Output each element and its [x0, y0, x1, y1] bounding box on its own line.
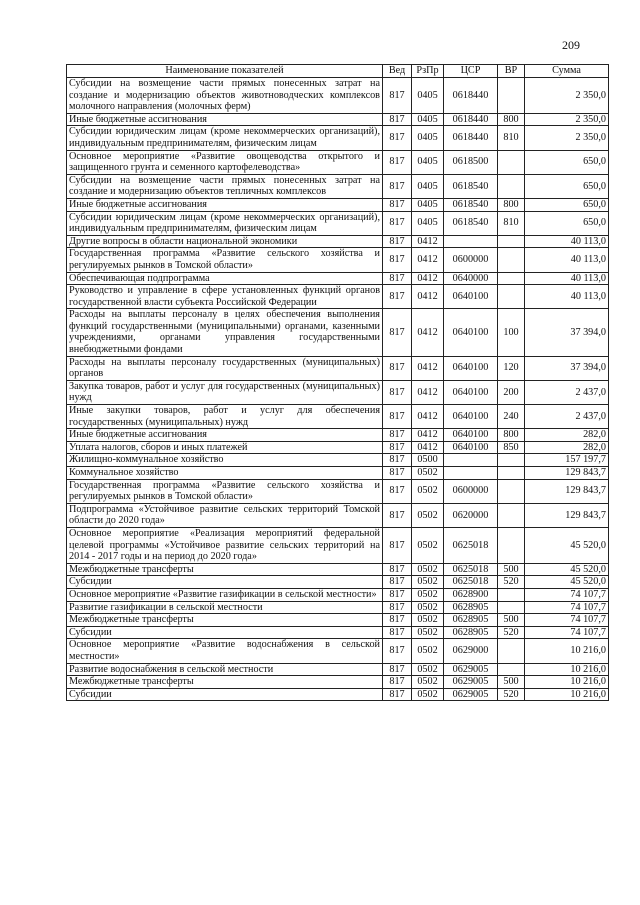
cell-vr: 100 — [498, 309, 525, 356]
cell-ved: 817 — [383, 588, 412, 601]
cell-rzpr: 0405 — [412, 174, 444, 198]
cell-rzpr: 0502 — [412, 601, 444, 614]
cell-rzpr: 0502 — [412, 503, 444, 527]
cell-ved: 817 — [383, 248, 412, 272]
table-row — [67, 467, 609, 480]
table-header — [67, 65, 609, 78]
table-row — [67, 527, 609, 563]
cell-rzpr: 0502 — [412, 639, 444, 663]
table-row — [67, 614, 609, 627]
cell-sum: 74 107,7 — [525, 588, 609, 601]
header-sum: Сумма — [525, 65, 609, 78]
cell-ved: 817 — [383, 576, 412, 589]
cell-csr: 0618440 — [444, 113, 498, 126]
table-body — [67, 78, 609, 701]
table-row — [67, 405, 609, 429]
table-row — [67, 601, 609, 614]
cell-ved: 817 — [383, 150, 412, 174]
cell-sum: 45 520,0 — [525, 527, 609, 563]
cell-name: Развитие газификации в сельской местности — [67, 601, 383, 614]
cell-name: Жилищно-коммунальное хозяйство — [67, 454, 383, 467]
cell-name: Расходы на выплаты персоналу государственных (муниципальных) органов — [67, 356, 383, 380]
header-row — [67, 65, 609, 78]
cell-vr — [498, 78, 525, 114]
cell-csr: 0600000 — [444, 248, 498, 272]
cell-name: Иные бюджетные ассигнования — [67, 113, 383, 126]
cell-vr: 850 — [498, 441, 525, 454]
cell-vr: 500 — [498, 563, 525, 576]
cell-csr: 0625018 — [444, 576, 498, 589]
table-row — [67, 198, 609, 211]
cell-rzpr: 0405 — [412, 150, 444, 174]
cell-sum: 40 113,0 — [525, 285, 609, 309]
table-row — [67, 479, 609, 503]
cell-sum: 10 216,0 — [525, 676, 609, 689]
cell-name: Иные бюджетные ассигнования — [67, 429, 383, 442]
cell-vr: 120 — [498, 356, 525, 380]
cell-vr: 800 — [498, 113, 525, 126]
cell-csr: 0640100 — [444, 429, 498, 442]
cell-csr: 0618440 — [444, 126, 498, 150]
cell-name: Межбюджетные трансферты — [67, 676, 383, 689]
table-row — [67, 503, 609, 527]
cell-ved: 817 — [383, 614, 412, 627]
cell-rzpr: 0412 — [412, 248, 444, 272]
cell-name: Подпрограмма «Устойчивое развитие сельских территорий Томской области до 2020 года» — [67, 503, 383, 527]
cell-csr: 0629005 — [444, 688, 498, 701]
cell-ved: 817 — [383, 688, 412, 701]
cell-sum: 282,0 — [525, 441, 609, 454]
cell-sum: 282,0 — [525, 429, 609, 442]
cell-rzpr: 0405 — [412, 198, 444, 211]
cell-csr — [444, 235, 498, 248]
cell-sum: 157 197,7 — [525, 454, 609, 467]
cell-csr: 0629005 — [444, 663, 498, 676]
table-row — [67, 78, 609, 114]
cell-ved: 817 — [383, 454, 412, 467]
cell-csr: 0618540 — [444, 211, 498, 235]
cell-name: Межбюджетные трансферты — [67, 614, 383, 627]
cell-sum: 10 216,0 — [525, 688, 609, 701]
cell-csr: 0625018 — [444, 527, 498, 563]
cell-name: Развитие водоснабжения в сельской местности — [67, 663, 383, 676]
cell-name: Другие вопросы в области национальной экономики — [67, 235, 383, 248]
cell-csr: 0618440 — [444, 78, 498, 114]
cell-rzpr: 0412 — [412, 380, 444, 404]
cell-vr: 200 — [498, 380, 525, 404]
cell-ved: 817 — [383, 503, 412, 527]
cell-name: Расходы на выплаты персоналу в целях обеспечения выполнения функций государственными (муниципальными) органами, казенными учреждениями, органами управления государственными внебюджетными фондами — [67, 309, 383, 356]
cell-csr: 0629005 — [444, 676, 498, 689]
cell-csr: 0629000 — [444, 639, 498, 663]
cell-ved: 817 — [383, 235, 412, 248]
cell-ved: 817 — [383, 405, 412, 429]
header-vr: ВР — [498, 65, 525, 78]
table-row — [67, 639, 609, 663]
cell-vr: 800 — [498, 198, 525, 211]
cell-sum: 129 843,7 — [525, 467, 609, 480]
cell-name: Субсидии на возмещение части прямых понесенных затрат на создание и модернизацию объектов животноводческих комплексов молочного направления (молочных ферм) — [67, 78, 383, 114]
cell-rzpr: 0412 — [412, 272, 444, 285]
cell-rzpr: 0412 — [412, 429, 444, 442]
cell-sum: 129 843,7 — [525, 503, 609, 527]
cell-vr — [498, 272, 525, 285]
cell-sum: 40 113,0 — [525, 248, 609, 272]
cell-ved: 817 — [383, 563, 412, 576]
cell-csr: 0640100 — [444, 405, 498, 429]
cell-name: Межбюджетные трансферты — [67, 563, 383, 576]
cell-sum: 37 394,0 — [525, 309, 609, 356]
table-row — [67, 380, 609, 404]
cell-sum: 40 113,0 — [525, 272, 609, 285]
table-row — [67, 588, 609, 601]
cell-csr: 0628905 — [444, 614, 498, 627]
table-row — [67, 441, 609, 454]
cell-rzpr: 0502 — [412, 588, 444, 601]
cell-name: Государственная программа «Развитие сельского хозяйства и регулируемых рынков в Томской области» — [67, 248, 383, 272]
table-row — [67, 211, 609, 235]
cell-csr: 0600000 — [444, 479, 498, 503]
cell-vr — [498, 527, 525, 563]
cell-sum: 45 520,0 — [525, 576, 609, 589]
cell-csr: 0640100 — [444, 285, 498, 309]
cell-csr: 0618540 — [444, 198, 498, 211]
header-csr: ЦСР — [444, 65, 498, 78]
cell-sum: 45 520,0 — [525, 563, 609, 576]
cell-csr: 0640100 — [444, 356, 498, 380]
cell-sum: 10 216,0 — [525, 639, 609, 663]
cell-vr: 520 — [498, 576, 525, 589]
cell-name: Иные бюджетные ассигнования — [67, 198, 383, 211]
cell-csr: 0628905 — [444, 601, 498, 614]
table-row — [67, 248, 609, 272]
cell-name: Обеспечивающая подпрограмма — [67, 272, 383, 285]
cell-ved: 817 — [383, 429, 412, 442]
cell-csr: 0640100 — [444, 380, 498, 404]
cell-name: Основное мероприятие «Развитие водоснабжения в сельской местности» — [67, 639, 383, 663]
cell-rzpr: 0500 — [412, 454, 444, 467]
cell-sum: 650,0 — [525, 150, 609, 174]
cell-name: Субсидии — [67, 576, 383, 589]
cell-sum: 2 350,0 — [525, 126, 609, 150]
cell-vr: 800 — [498, 429, 525, 442]
cell-ved: 817 — [383, 527, 412, 563]
cell-csr: 0640100 — [444, 309, 498, 356]
table-row — [67, 174, 609, 198]
cell-sum: 40 113,0 — [525, 235, 609, 248]
cell-rzpr: 0502 — [412, 576, 444, 589]
cell-ved: 817 — [383, 380, 412, 404]
cell-ved: 817 — [383, 285, 412, 309]
cell-rzpr: 0502 — [412, 563, 444, 576]
cell-name: Закупка товаров, работ и услуг для государственных (муниципальных) нужд — [67, 380, 383, 404]
cell-vr — [498, 285, 525, 309]
cell-vr — [498, 248, 525, 272]
cell-name: Субсидии на возмещение части прямых понесенных затрат на создание и модернизацию объектов тепличных комплексов — [67, 174, 383, 198]
cell-rzpr: 0412 — [412, 309, 444, 356]
cell-csr: 0628900 — [444, 588, 498, 601]
table-row — [67, 285, 609, 309]
cell-vr — [498, 503, 525, 527]
cell-vr — [498, 479, 525, 503]
cell-name: Основное мероприятие «Развитие овощеводства открытого и защищенного грунта и семенного картофелеводства» — [67, 150, 383, 174]
cell-sum: 74 107,7 — [525, 614, 609, 627]
cell-rzpr: 0502 — [412, 688, 444, 701]
cell-rzpr: 0405 — [412, 78, 444, 114]
table-row — [67, 235, 609, 248]
cell-vr — [498, 454, 525, 467]
table-row — [67, 676, 609, 689]
cell-ved: 817 — [383, 663, 412, 676]
cell-vr — [498, 588, 525, 601]
cell-name: Основное мероприятие «Развитие газификации в сельской местности» — [67, 588, 383, 601]
cell-rzpr: 0502 — [412, 676, 444, 689]
cell-name: Государственная программа «Развитие сельского хозяйства и регулируемых рынков в Томской области» — [67, 479, 383, 503]
header-ved: Вед — [383, 65, 412, 78]
cell-sum: 2 350,0 — [525, 113, 609, 126]
cell-ved: 817 — [383, 78, 412, 114]
cell-name: Субсидии — [67, 626, 383, 639]
cell-ved: 817 — [383, 272, 412, 285]
cell-vr — [498, 663, 525, 676]
cell-rzpr: 0405 — [412, 113, 444, 126]
cell-ved: 817 — [383, 174, 412, 198]
cell-name: Иные закупки товаров, работ и услуг для обеспечения государственных (муниципальных) нужд — [67, 405, 383, 429]
cell-sum: 650,0 — [525, 174, 609, 198]
table-row — [67, 563, 609, 576]
cell-rzpr: 0412 — [412, 441, 444, 454]
cell-csr: 0640100 — [444, 441, 498, 454]
cell-csr: 0628905 — [444, 626, 498, 639]
cell-rzpr: 0502 — [412, 479, 444, 503]
table-row — [67, 126, 609, 150]
cell-csr — [444, 454, 498, 467]
header-name: Наименование показателей — [67, 65, 383, 78]
cell-rzpr: 0412 — [412, 356, 444, 380]
cell-vr: 500 — [498, 614, 525, 627]
table-row — [67, 663, 609, 676]
table-row — [67, 429, 609, 442]
cell-name: Субсидии — [67, 688, 383, 701]
cell-ved: 817 — [383, 211, 412, 235]
cell-vr — [498, 235, 525, 248]
cell-vr — [498, 639, 525, 663]
cell-sum: 2 437,0 — [525, 405, 609, 429]
cell-vr: 520 — [498, 626, 525, 639]
cell-vr: 240 — [498, 405, 525, 429]
cell-ved: 817 — [383, 441, 412, 454]
table-row — [67, 356, 609, 380]
cell-csr: 0625018 — [444, 563, 498, 576]
cell-name: Руководство и управление в сфере установленных функций органов государственной власти субъекта Российской Федерации — [67, 285, 383, 309]
cell-sum: 2 350,0 — [525, 78, 609, 114]
cell-vr: 500 — [498, 676, 525, 689]
table-row — [67, 150, 609, 174]
cell-ved: 817 — [383, 198, 412, 211]
cell-rzpr: 0412 — [412, 285, 444, 309]
cell-vr: 810 — [498, 126, 525, 150]
cell-ved: 817 — [383, 639, 412, 663]
cell-name: Субсидии юридическим лицам (кроме некоммерческих организаций), индивидуальным предпринимателям, физическим лицам — [67, 126, 383, 150]
cell-ved: 817 — [383, 676, 412, 689]
cell-csr: 0618500 — [444, 150, 498, 174]
cell-sum: 650,0 — [525, 198, 609, 211]
page-number: 209 — [562, 38, 580, 52]
cell-vr — [498, 601, 525, 614]
cell-vr: 520 — [498, 688, 525, 701]
cell-csr: 0620000 — [444, 503, 498, 527]
cell-sum: 650,0 — [525, 211, 609, 235]
cell-ved: 817 — [383, 626, 412, 639]
cell-ved: 817 — [383, 479, 412, 503]
cell-sum: 37 394,0 — [525, 356, 609, 380]
cell-rzpr: 0412 — [412, 235, 444, 248]
cell-sum: 2 437,0 — [525, 380, 609, 404]
cell-sum: 10 216,0 — [525, 663, 609, 676]
cell-rzpr: 0502 — [412, 626, 444, 639]
table-row — [67, 272, 609, 285]
cell-rzpr: 0405 — [412, 211, 444, 235]
cell-rzpr: 0502 — [412, 467, 444, 480]
table-row — [67, 576, 609, 589]
cell-vr — [498, 150, 525, 174]
table-row — [67, 309, 609, 356]
cell-vr: 810 — [498, 211, 525, 235]
header-rzpr: РзПр — [412, 65, 444, 78]
cell-vr — [498, 174, 525, 198]
cell-rzpr: 0502 — [412, 614, 444, 627]
cell-name: Уплата налогов, сборов и иных платежей — [67, 441, 383, 454]
cell-ved: 817 — [383, 601, 412, 614]
cell-csr — [444, 467, 498, 480]
cell-rzpr: 0502 — [412, 527, 444, 563]
cell-name: Коммунальное хозяйство — [67, 467, 383, 480]
table-row — [67, 113, 609, 126]
cell-sum: 74 107,7 — [525, 601, 609, 614]
table-row — [67, 454, 609, 467]
table-row — [67, 688, 609, 701]
table-row — [67, 626, 609, 639]
cell-ved: 817 — [383, 309, 412, 356]
cell-sum: 74 107,7 — [525, 626, 609, 639]
budget-table — [66, 64, 609, 701]
cell-csr: 0618540 — [444, 174, 498, 198]
cell-ved: 817 — [383, 126, 412, 150]
cell-name: Субсидии юридическим лицам (кроме некоммерческих организаций), индивидуальным предпринимателям, физическим лицам — [67, 211, 383, 235]
cell-name: Основное мероприятие «Реализация мероприятий федеральной целевой программы «Устойчивое развитие сельских территорий на 2014 - 2017 годы и на период до 2020 года» — [67, 527, 383, 563]
cell-rzpr: 0502 — [412, 663, 444, 676]
cell-ved: 817 — [383, 356, 412, 380]
cell-rzpr: 0412 — [412, 405, 444, 429]
cell-sum: 129 843,7 — [525, 479, 609, 503]
cell-csr: 0640000 — [444, 272, 498, 285]
cell-ved: 817 — [383, 467, 412, 480]
cell-rzpr: 0405 — [412, 126, 444, 150]
cell-ved: 817 — [383, 113, 412, 126]
cell-vr — [498, 467, 525, 480]
